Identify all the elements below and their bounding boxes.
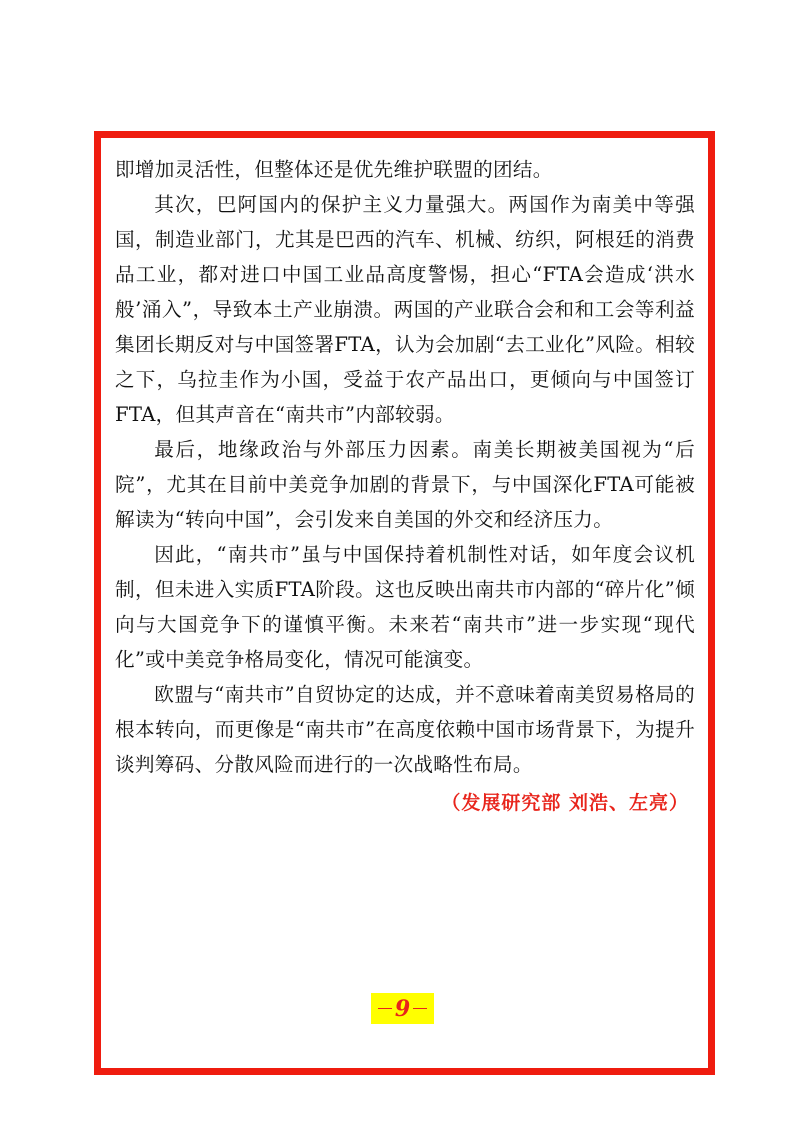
- page-number-badge: [371, 993, 434, 1024]
- page-border-frame: [94, 131, 715, 1075]
- paragraph-5: 欧盟与“南共市”自贸协定的达成，并不意味着南美贸易格局的根本转向，而更像是“南共市”在高度依赖中国市场背景下，为提升谈判筹码、分散风险而进行的一次战略性布局。: [115, 683, 695, 776]
- document-body: [115, 152, 695, 821]
- page-number: 9: [394, 995, 411, 1022]
- paragraph-4: 因此，“南共市”虽与中国保持着机制性对话，如年度会议机制，但未进入实质FTA阶段。这也反映出南共市内部的“碎片化”倾向与大国竞争下的谨慎平衡。未来若“南共市”进一步实现“现代化”或中美竞争格局变化，情况可能演变。: [115, 543, 695, 671]
- author-signature: （发展研究部 刘浩、左亮）: [441, 792, 689, 814]
- paragraph-2: 其次，巴阿国内的保护主义力量强大。两国作为南美中等强国，制造业部门，尤其是巴西的汽车、机械、纺织，阿根廷的消费品工业，都对进口中国工业品高度警惕，担心“FTA会造成‘洪水般’涌入”，导致本土产业崩溃。两国的产业联合会和和工会等利益集团长期反对与中国签署FTA，认为会加剧“去工业化”风险。相较之下，乌拉圭作为小国，受益于农产品出口，更倾向与中国签订FTA，但其声音在“南共市”内部较弱。: [115, 193, 695, 426]
- right-dash: [413, 1008, 427, 1009]
- paragraph-3: 最后，地缘政治与外部压力因素。南美长期被美国视为“后院”，尤其在目前中美竞争加剧的背景下，与中国深化FTA可能被解读为“转向中国”，会引发来自美国的外交和经济压力。: [115, 438, 695, 531]
- left-dash: [378, 1008, 392, 1009]
- paragraph-1: 即增加灵活性，但整体还是优先维护联盟的团结。: [115, 158, 553, 181]
